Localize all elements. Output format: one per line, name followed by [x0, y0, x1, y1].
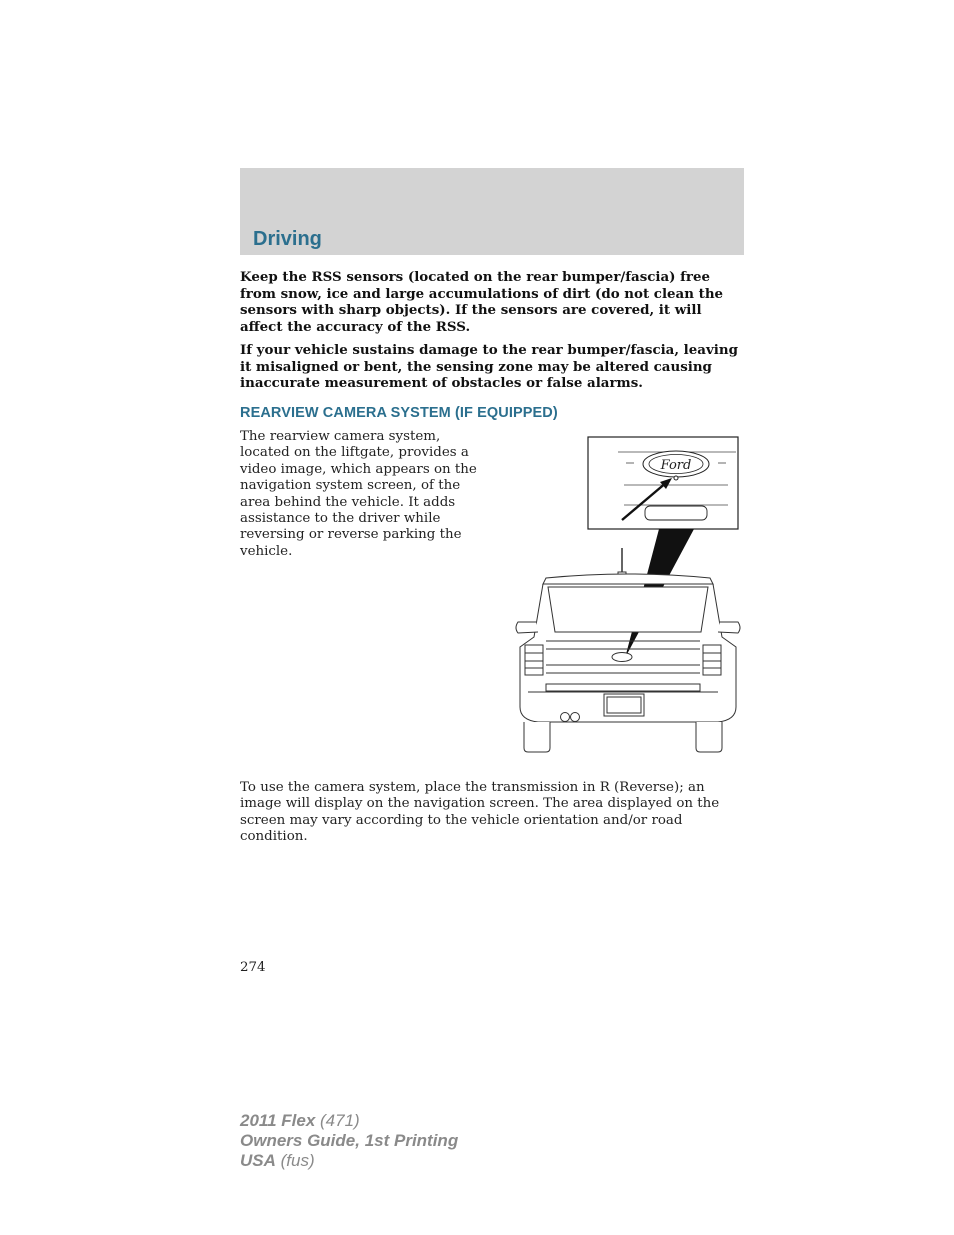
camera-intro-paragraph: The rearview camera system, located on the liftgate, provides a video image, which appears on the navigation system screen, of the area behind the vehicle. It adds assistance to the driver while reversing or reverse parking the vehicle. [240, 429, 477, 559]
section-title: Driving [253, 228, 322, 250]
camera-inset-detail [588, 437, 738, 529]
footer-line-3: USA (fus) [240, 1151, 315, 1170]
page-number: 274 [240, 960, 266, 975]
ford-logo-text: Ford [660, 458, 692, 473]
rearview-camera-illustration [510, 432, 746, 756]
footer-line-1: 2011 Flex (471) [240, 1111, 360, 1130]
camera-section-heading: REARVIEW CAMERA SYSTEM (IF EQUIPPED) [240, 405, 558, 421]
warning-paragraph-1: Keep the RSS sensors (located on the rear bumper/fascia) free from snow, ice and large accumulations of dirt (do not clean the sensors with sharp objects). If the sensors are covered, it will affect the accuracy of the RSS. [240, 269, 724, 335]
footer-line-2: Owners Guide, 1st Printing [240, 1131, 459, 1150]
document-footer [240, 1111, 458, 1171]
warning-paragraph-2: If your vehicle sustains damage to the rear bumper/fascia, leaving it misaligned or bent, the sensing zone may be altered causing inaccurate measurement of obstacles or false alarms. [240, 342, 738, 391]
camera-usage-paragraph: To use the camera system, place the transmission in R (Reverse); an image will display on the navigation screen. The area displayed on the screen may vary according to the vehicle orientation and/or road condition. [240, 780, 720, 845]
